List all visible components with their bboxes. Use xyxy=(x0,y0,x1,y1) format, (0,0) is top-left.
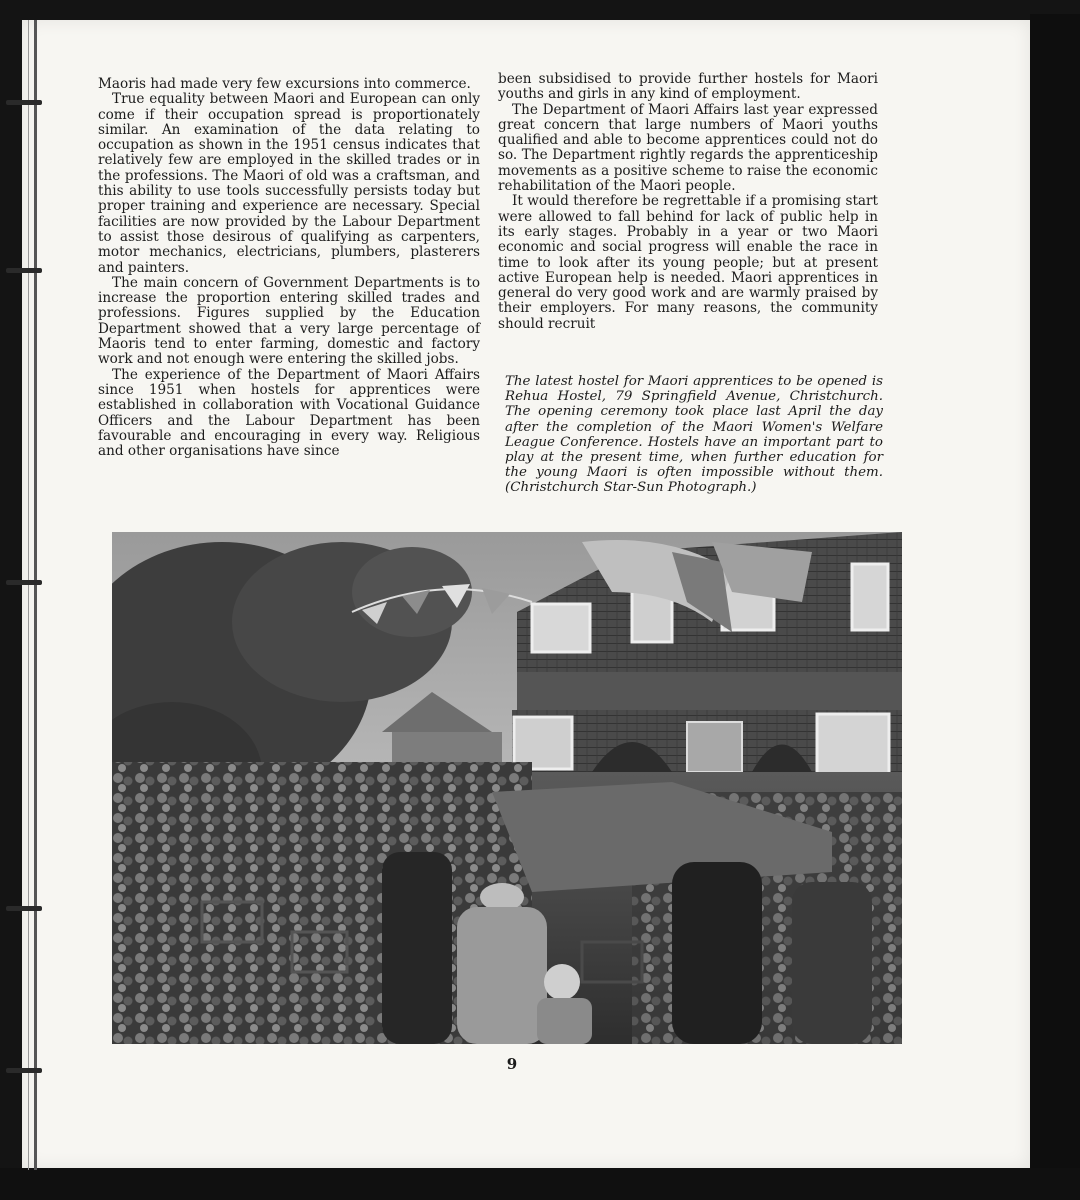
photo-caption: The latest hostel for Maori apprentices to be opened is Rehua Hostel, 79 Springfield Avenue, Christchurch. The opening ceremony took place last April the day after the completion of the Maori Women's Welfare League Conference. Hostels have an important part to play at the present time, when further education for the young Maori is often impossible without them. (Christchurch Star-Sun Photograph.) xyxy=(505,374,883,496)
staple xyxy=(6,100,42,105)
staple xyxy=(6,906,42,911)
staple xyxy=(6,580,42,585)
paragraph: True equality between Maori and European can only come if their occupation spread is proportionately similar. An examination of the data relating to occupation as shown in the 1951 census indicates that relatively few are employed in the skilled trades or in the professions. The Maori of old was a craftsman, and this ability to use tools successfully persists today but proper training and experience are necessary. Special facilities are now provided by the Labour Department to assist those desirous of qualifying as carpenters, motor mechanics, electricians, plumbers, plasterers and painters. xyxy=(98,91,480,276)
binding-edge xyxy=(34,20,37,1170)
scan-border-right xyxy=(1030,14,1080,1184)
scan-border-bottom xyxy=(0,1168,1080,1200)
binding-edge xyxy=(28,20,29,1170)
paragraph: The main concern of Government Departments is to increase the proportion entering skilled trades and professions. Figures supplied by the Education Department showed that a very large percentage of Maoris tend to enter farming, domestic and factory work and not enough were entering the skilled jobs. xyxy=(98,274,480,368)
paragraph: been subsidised to provide further hostels for Maori youths and girls in any kind of employment. xyxy=(498,71,878,103)
paragraph: The Department of Maori Affairs last year expressed great concern that large numbers of Maori youths qualified and able to become apprentices could not do so. The Department rightly regards the apprenticeship movements as a positive scheme to raise the economic rehabilitation of the Maori people. xyxy=(498,101,878,195)
staple xyxy=(6,1068,42,1073)
right-text-column xyxy=(498,72,878,332)
paragraph: The experience of the Department of Maori Affairs since 1951 when hostels for apprentices were established in collaboration with Vocational Guidance Officers and the Labour Department has been favourable and encouraging in every way. Religious and other organisations have since xyxy=(98,366,480,460)
paragraph: It would therefore be regrettable if a promising start were allowed to fall behind for lack of public help in its early stages. Probably in a year or two Maori economic and social progress will enable the race in time to look after its young people; but at present active European help is needed. Maori apprentices in general do very good work and are warmly praised by their employers. For many reasons, the community should recruit xyxy=(498,193,878,332)
left-text-column xyxy=(98,77,480,459)
hostel-opening-photograph xyxy=(112,532,902,1044)
page-number: 9 xyxy=(506,1055,518,1073)
photo-illustration xyxy=(112,532,902,1044)
staple xyxy=(6,268,42,273)
paragraph: Maoris had made very few excursions into commerce. xyxy=(98,76,471,92)
